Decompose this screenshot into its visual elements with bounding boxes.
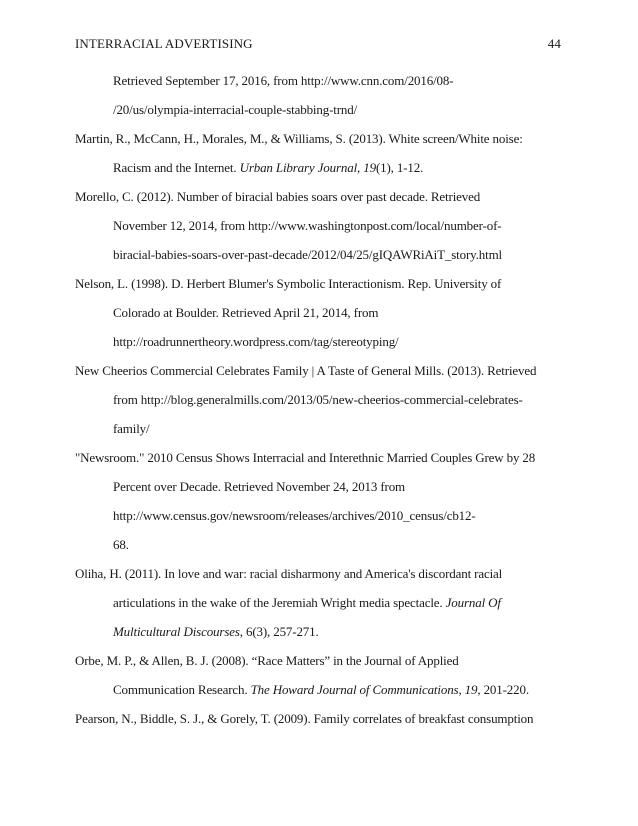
italic-text: 19 bbox=[464, 682, 478, 697]
reference-entry bbox=[75, 128, 575, 186]
reference-line bbox=[75, 273, 575, 302]
reference-text: Morello, C. (2012). Number of biracial babies soars over past decade. Retrieved bbox=[75, 189, 481, 204]
reference-text: November 12, 2014, from http://www.washingtonpost.com/local/number-of- bbox=[113, 218, 502, 233]
reference-text: , bbox=[357, 160, 364, 175]
page-header bbox=[75, 36, 561, 56]
reference-entry bbox=[75, 447, 575, 563]
reference-text: (1), 1-12. bbox=[375, 160, 424, 175]
reference-text: family/ bbox=[113, 421, 150, 436]
reference-line bbox=[75, 244, 575, 273]
reference-line bbox=[75, 302, 575, 331]
page-number: 44 bbox=[547, 36, 561, 51]
italic-text: Urban Library Journal bbox=[239, 160, 358, 175]
reference-text: , 201-220. bbox=[477, 682, 529, 697]
reference-line bbox=[75, 534, 575, 563]
reference-entry bbox=[75, 650, 575, 708]
italic-text: Journal Of bbox=[445, 595, 501, 610]
reference-text: , 6(3), 257-271. bbox=[239, 624, 319, 639]
reference-line bbox=[75, 592, 575, 621]
reference-line bbox=[75, 476, 575, 505]
reference-line bbox=[75, 505, 575, 534]
reference-text: articulations in the wake of the Jeremiah Wright media spectacle. bbox=[113, 595, 446, 610]
reference-line bbox=[75, 418, 575, 447]
reference-text: from http://blog.generalmills.com/2013/05/new-cheerios-commercial-celebrates- bbox=[113, 392, 523, 407]
reference-line bbox=[75, 215, 575, 244]
reference-line bbox=[75, 621, 575, 650]
reference-line bbox=[75, 708, 575, 737]
reference-entry bbox=[75, 273, 575, 360]
reference-text: Racism and the Internet. bbox=[113, 160, 240, 175]
reference-line bbox=[75, 186, 575, 215]
italic-text: The Howard Journal of Communications bbox=[250, 682, 459, 697]
reference-entry bbox=[75, 708, 575, 737]
reference-entry bbox=[75, 360, 575, 447]
reference-line bbox=[75, 389, 575, 418]
reference-text: http://roadrunnertheory.wordpress.com/tag/stereotyping/ bbox=[113, 334, 399, 349]
reference-text: "Newsroom." 2010 Census Shows Interracial and Interethnic Married Couples Grew by 28 bbox=[75, 450, 536, 465]
reference-text: biracial-babies-soars-over-past-decade/2012/04/25/gIQAWRiAiT_story.html bbox=[113, 247, 503, 262]
reference-text: Pearson, N., Biddle, S. J., & Gorely, T. (2009). Family correlates of breakfast consumption bbox=[75, 711, 534, 726]
reference-text: Percent over Decade. Retrieved November 24, 2013 from bbox=[113, 479, 406, 494]
reference-text: Martin, R., McCann, H., Morales, M., & Williams, S. (2013). White screen/White noise: bbox=[75, 131, 523, 146]
reference-text: Orbe, M. P., & Allen, B. J. (2008). “Race Matters” in the Journal of Applied bbox=[75, 653, 459, 668]
reference-text: Oliha, H. (2011). In love and war: racial disharmony and America's discordant racial bbox=[75, 566, 503, 581]
reference-text: , bbox=[458, 682, 465, 697]
running-head: INTERRACIAL ADVERTISING bbox=[75, 36, 253, 51]
reference-line bbox=[75, 650, 575, 679]
reference-text: http://www.census.gov/newsroom/releases/archives/2010_census/cb12- bbox=[113, 508, 476, 523]
reference-text: Colorado at Boulder. Retrieved April 21, 2014, from bbox=[113, 305, 379, 320]
reference-entry bbox=[75, 186, 575, 273]
reference-text: New Cheerios Commercial Celebrates Family | A Taste of General Mills. (2013). Retrieved bbox=[75, 363, 537, 378]
reference-entry bbox=[75, 563, 575, 650]
reference-text: /20/us/olympia-interracial-couple-stabbing-trnd/ bbox=[113, 102, 358, 117]
reference-line bbox=[75, 99, 575, 128]
italic-text: Multicultural Discourses bbox=[113, 624, 240, 639]
reference-line bbox=[75, 128, 575, 157]
reference-text: Communication Research. bbox=[113, 682, 251, 697]
reference-line bbox=[75, 679, 575, 708]
reference-line bbox=[75, 447, 575, 476]
reference-line bbox=[75, 563, 575, 592]
reference-line bbox=[75, 360, 575, 389]
reference-list bbox=[75, 70, 575, 737]
reference-line bbox=[75, 331, 575, 360]
reference-line bbox=[75, 70, 575, 99]
reference-entry bbox=[75, 70, 575, 128]
reference-text: 68. bbox=[113, 537, 129, 552]
reference-text: Nelson, L. (1998). D. Herbert Blumer's Symbolic Interactionism. Rep. University of bbox=[75, 276, 502, 291]
reference-line bbox=[75, 157, 575, 186]
reference-text: Retrieved September 17, 2016, from http://www.cnn.com/2016/08- bbox=[113, 73, 454, 88]
italic-text: 19 bbox=[363, 160, 376, 175]
